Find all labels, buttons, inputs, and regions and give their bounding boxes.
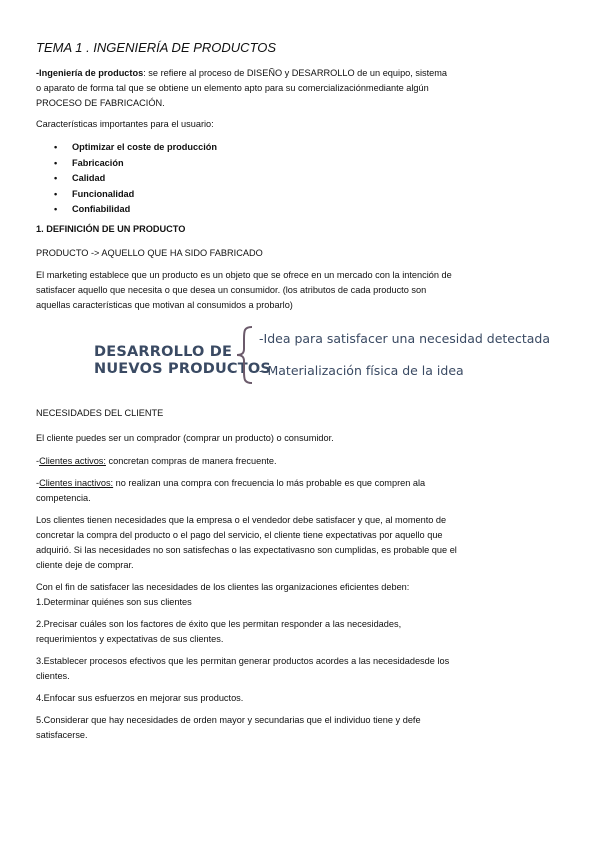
active-prefix: - xyxy=(36,456,40,466)
needs-line: cliente deje de comprar. xyxy=(36,560,134,570)
step-5-line-2: satisfacerse. xyxy=(36,730,88,740)
features-list xyxy=(52,140,217,218)
client-types-paragraph: El cliente puedes ser un comprador (comprar un producto) o consumidor. xyxy=(36,433,334,443)
inactive-clients-line-2: competencia. xyxy=(36,493,91,503)
needs-paragraph xyxy=(36,513,576,573)
feature-item: • Fabricación xyxy=(52,156,217,172)
banner-option-2: - Materialización física de la idea xyxy=(259,363,464,378)
needs-line: adquirió. Si las necesidades no son satisfechas o las expectativasno son cumplidas, es probable que el xyxy=(36,545,457,555)
marketing-paragraph xyxy=(36,268,576,313)
step-3-line-2: clientes. xyxy=(36,671,70,681)
banner-title-line-1: DESARROLLO DE xyxy=(94,344,233,360)
step-2-line-1: 2.Precisar cuáles son los factores de éxito que les permitan responder a las necesidades, xyxy=(36,619,402,629)
active-clients-text: concretan compras de manera frecuente. xyxy=(105,456,277,466)
feature-item: • Funcionalidad xyxy=(52,187,217,203)
step-5-line-1: 5.Considerar que hay necesidades de orden mayor y secundarias que el individuo tiene y defe xyxy=(36,715,421,725)
definition-line-3: PROCESO DE FABRICACIÓN. xyxy=(36,98,165,108)
feature-item: • Optimizar el coste de producción xyxy=(52,140,217,156)
features-intro: Características importantes para el usuario: xyxy=(36,119,214,129)
step-4: 4.Enfocar sus esfuerzos en mejorar sus productos. xyxy=(36,693,244,703)
banner-option-1: -Idea para satisfacer una necesidad detectada xyxy=(259,331,551,346)
page-title: TEMA 1 . INGENIERÍA DE PRODUCTOS xyxy=(36,40,277,55)
step-2 xyxy=(36,617,576,647)
organizations-paragraph xyxy=(36,580,576,610)
needs-line: Los clientes tienen necesidades que la empresa o el vendedor debe satisfacer y que, al momento de xyxy=(36,515,447,525)
needs-heading: NECESIDADES DEL CLIENTE xyxy=(36,408,164,418)
inactive-clients-text: no realizan una compra con frecuencia lo más probable es que compren ala xyxy=(113,478,426,488)
definition-paragraph xyxy=(36,66,576,111)
marketing-line: aquellas características que motivan al consumidos a probarlo) xyxy=(36,300,293,310)
needs-line: concretar la compra del producto o el pago del servicio, el cliente tiene expectativas por aquello que xyxy=(36,530,443,540)
banner-title-line-2: NUEVOS PRODUCTOS xyxy=(94,361,272,377)
inactive-prefix: - xyxy=(36,478,40,488)
step-5 xyxy=(36,713,576,743)
product-definition: PRODUCTO -> AQUELLO QUE HA SIDO FABRICADO xyxy=(36,248,263,258)
definition-term: -Ingeniería de productos xyxy=(36,68,144,78)
step-3 xyxy=(36,654,576,684)
feature-item: • Calidad xyxy=(52,171,217,187)
step-3-line-1: 3.Establecer procesos efectivos que les permitan generar productos acordes a las necesidadesde los xyxy=(36,656,450,666)
feature-item: • Confiabilidad xyxy=(52,202,217,218)
organizations-intro: Con el fin de satisfacer las necesidades de los clientes las organizaciones eficientes deben: xyxy=(36,582,410,592)
definition-line-1: : se refiere al proceso de DISEÑO y DESARROLLO de un equipo, sistema xyxy=(143,68,448,78)
curly-brace-icon xyxy=(234,325,256,385)
marketing-line: satisfacer aquello que necesita o que desea un consumidor. (los atributos de cada producto son xyxy=(36,285,427,295)
inactive-clients-label: Clientes inactivos: xyxy=(39,478,114,488)
new-products-banner xyxy=(94,325,551,385)
definition-line-2: o aparato de forma tal que se obtiene un elemento apto para su comercializaciónmediante algún xyxy=(36,83,429,93)
step-2-line-2: requerimientos y expectativas de sus clientes. xyxy=(36,634,224,644)
marketing-line: El marketing establece que un producto es un objeto que se ofrece en un mercado con la intención de xyxy=(36,270,452,280)
active-clients-label: Clientes activos: xyxy=(39,456,106,466)
active-clients-paragraph xyxy=(36,454,576,469)
inactive-clients-paragraph xyxy=(36,476,576,506)
step-1: 1.Determinar quiénes son sus clientes xyxy=(36,597,192,607)
section-1-heading: 1. DEFINICIÓN DE UN PRODUCTO xyxy=(36,224,186,234)
